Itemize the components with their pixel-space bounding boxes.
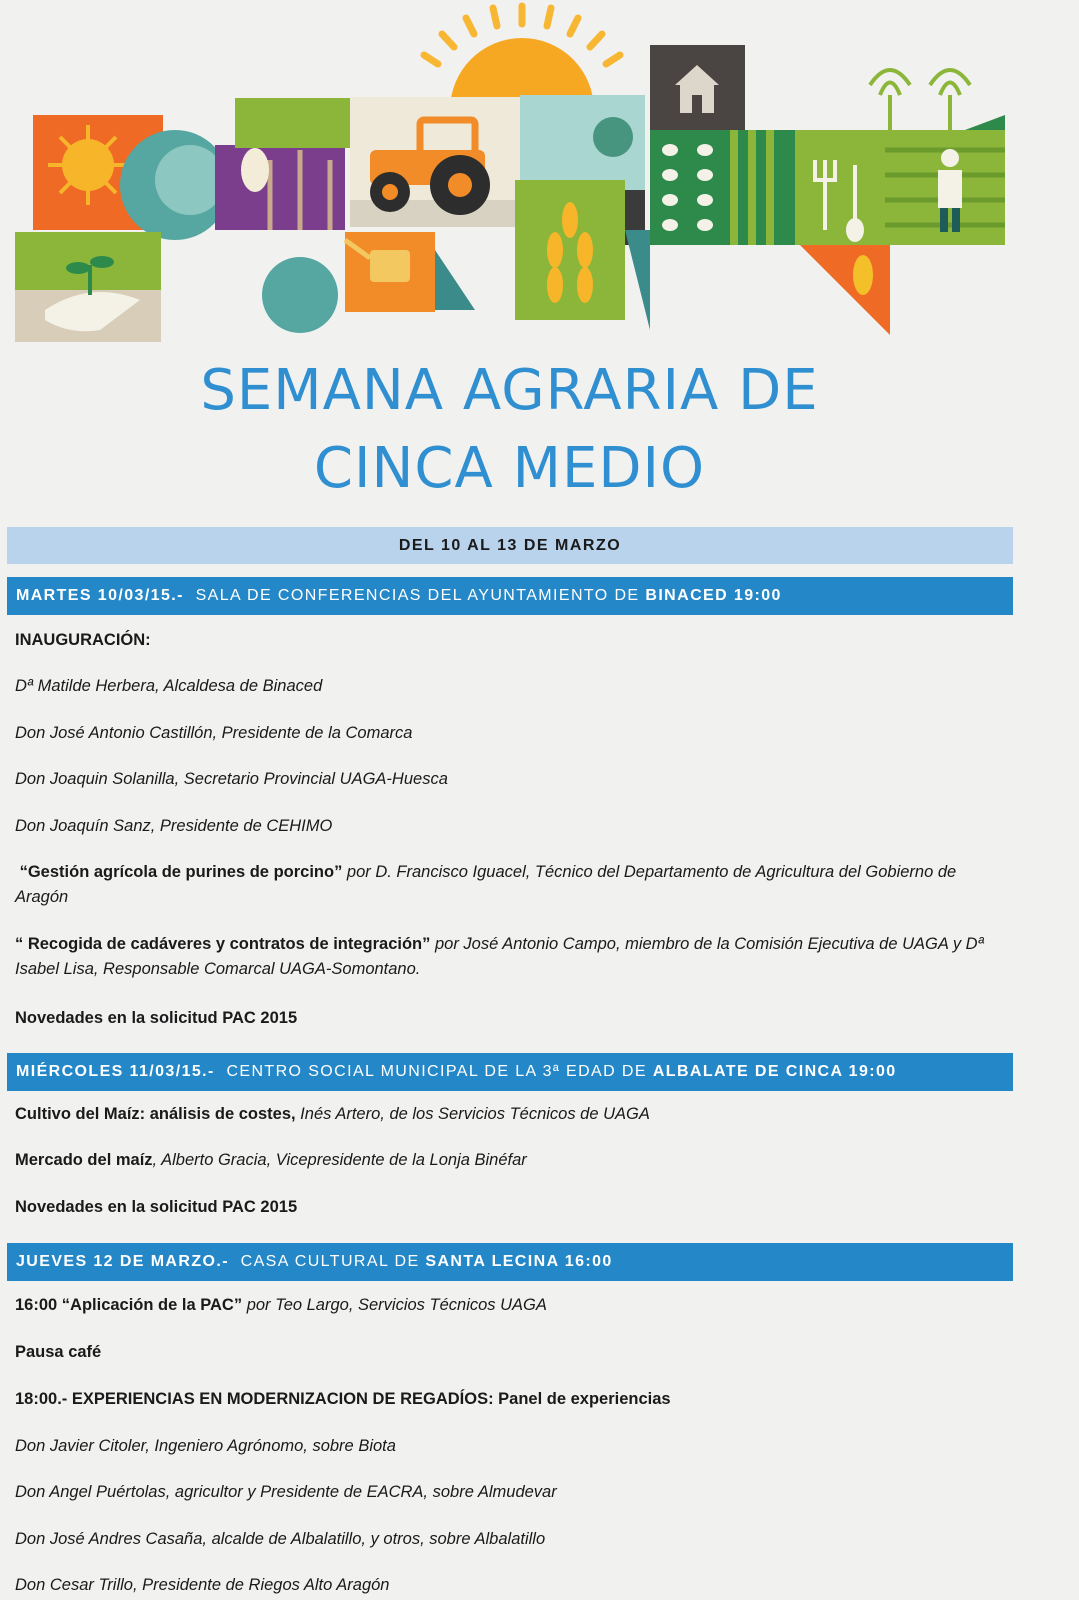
- day-town: ALBALATE DE CINCA 19:00: [652, 1063, 897, 1080]
- day-header-miercoles: [7, 1053, 1013, 1091]
- speaker-line: Don Angel Puértolas, agricultor y Presidente de EACRA, sobre Almudevar: [15, 1483, 557, 1501]
- day-town: SANTA LECINA 16:00: [425, 1253, 613, 1270]
- panel-regadios: 18:00.- EXPERIENCIAS EN MODERNIZACION DE REGADÍOS: Panel de experiencias: [15, 1390, 671, 1408]
- talk-cadaveres: “ Recogida de cadáveres y contratos de integración” por José Antonio Campo, miembro de la Comisión Ejecutiva de UAGA y Dª Isabel Lisa, Responsable Comarcal UAGA-Somontano.: [15, 935, 984, 978]
- talk-purines: “Gestión agrícola de purines de porcino” por D. Francisco Iguacel, Técnico del Departamento de Agricultura del Gobierno de Aragón: [15, 863, 957, 906]
- speaker-line: Don Joaquín Sanz, Presidente de CEHIMO: [15, 817, 333, 835]
- speaker-line: Don José Antonio Castillón, Presidente de la Comarca: [15, 724, 413, 742]
- speaker-line: Don José Andres Casaña, alcalde de Albalatillo, y otros, sobre Albalatillo: [15, 1530, 546, 1548]
- agriculture-banner-illustration: [0, 0, 1079, 350]
- speaker-line: Don Javier Citoler, Ingeniero Agrónomo, sobre Biota: [15, 1437, 396, 1455]
- event-title-line1: SEMANA AGRARIA DE: [200, 358, 819, 423]
- day-place: CENTRO SOCIAL MUNICIPAL DE LA 3ª EDAD DE: [226, 1063, 647, 1080]
- coffee-break: Pausa café: [15, 1343, 102, 1361]
- pac-news-miercoles: Novedades en la solicitud PAC 2015: [15, 1198, 298, 1216]
- day-header-martes: [7, 577, 1013, 615]
- day-date: MARTES 10/03/15.-: [16, 587, 184, 604]
- speaker-line: Don Joaquin Solanilla, Secretario Provincial UAGA-Huesca: [15, 770, 448, 788]
- day-town: BINACED 19:00: [645, 587, 782, 604]
- trees-icon: [870, 70, 970, 130]
- speaker-line: Don Cesar Trillo, Presidente de Riegos Alto Aragón: [15, 1576, 390, 1594]
- day-place: SALA DE CONFERENCIAS DEL AYUNTAMIENTO DE: [195, 587, 640, 604]
- day-date: MIÉRCOLES 11/03/15.-: [16, 1063, 215, 1080]
- event-title-line2: CINCA MEDIO: [313, 436, 706, 501]
- talk-mercado-maiz: Mercado del maíz, Alberto Gracia, Vicepresidente de la Lonja Binéfar: [15, 1151, 527, 1169]
- day-header-jueves: [7, 1243, 1013, 1281]
- pac-news-martes: Novedades en la solicitud PAC 2015: [15, 1009, 298, 1027]
- speaker-line: Dª Matilde Herbera, Alcaldesa de Binaced: [15, 677, 323, 695]
- section-heading-inauguracion: INAUGURACIÓN:: [15, 631, 151, 649]
- day-date: JUEVES 12 DE MARZO.-: [16, 1253, 229, 1270]
- talk-aplicacion-pac: 16:00 “Aplicación de la PAC” por Teo Largo, Servicios Técnicos UAGA: [15, 1296, 547, 1314]
- day-place: CASA CULTURAL DE: [240, 1253, 420, 1270]
- dates-banner: DEL 10 AL 13 DE MARZO: [7, 527, 1013, 564]
- talk-maiz-costes: Cultivo del Maíz: análisis de costes, Inés Artero, de los Servicios Técnicos de UAGA: [15, 1105, 650, 1123]
